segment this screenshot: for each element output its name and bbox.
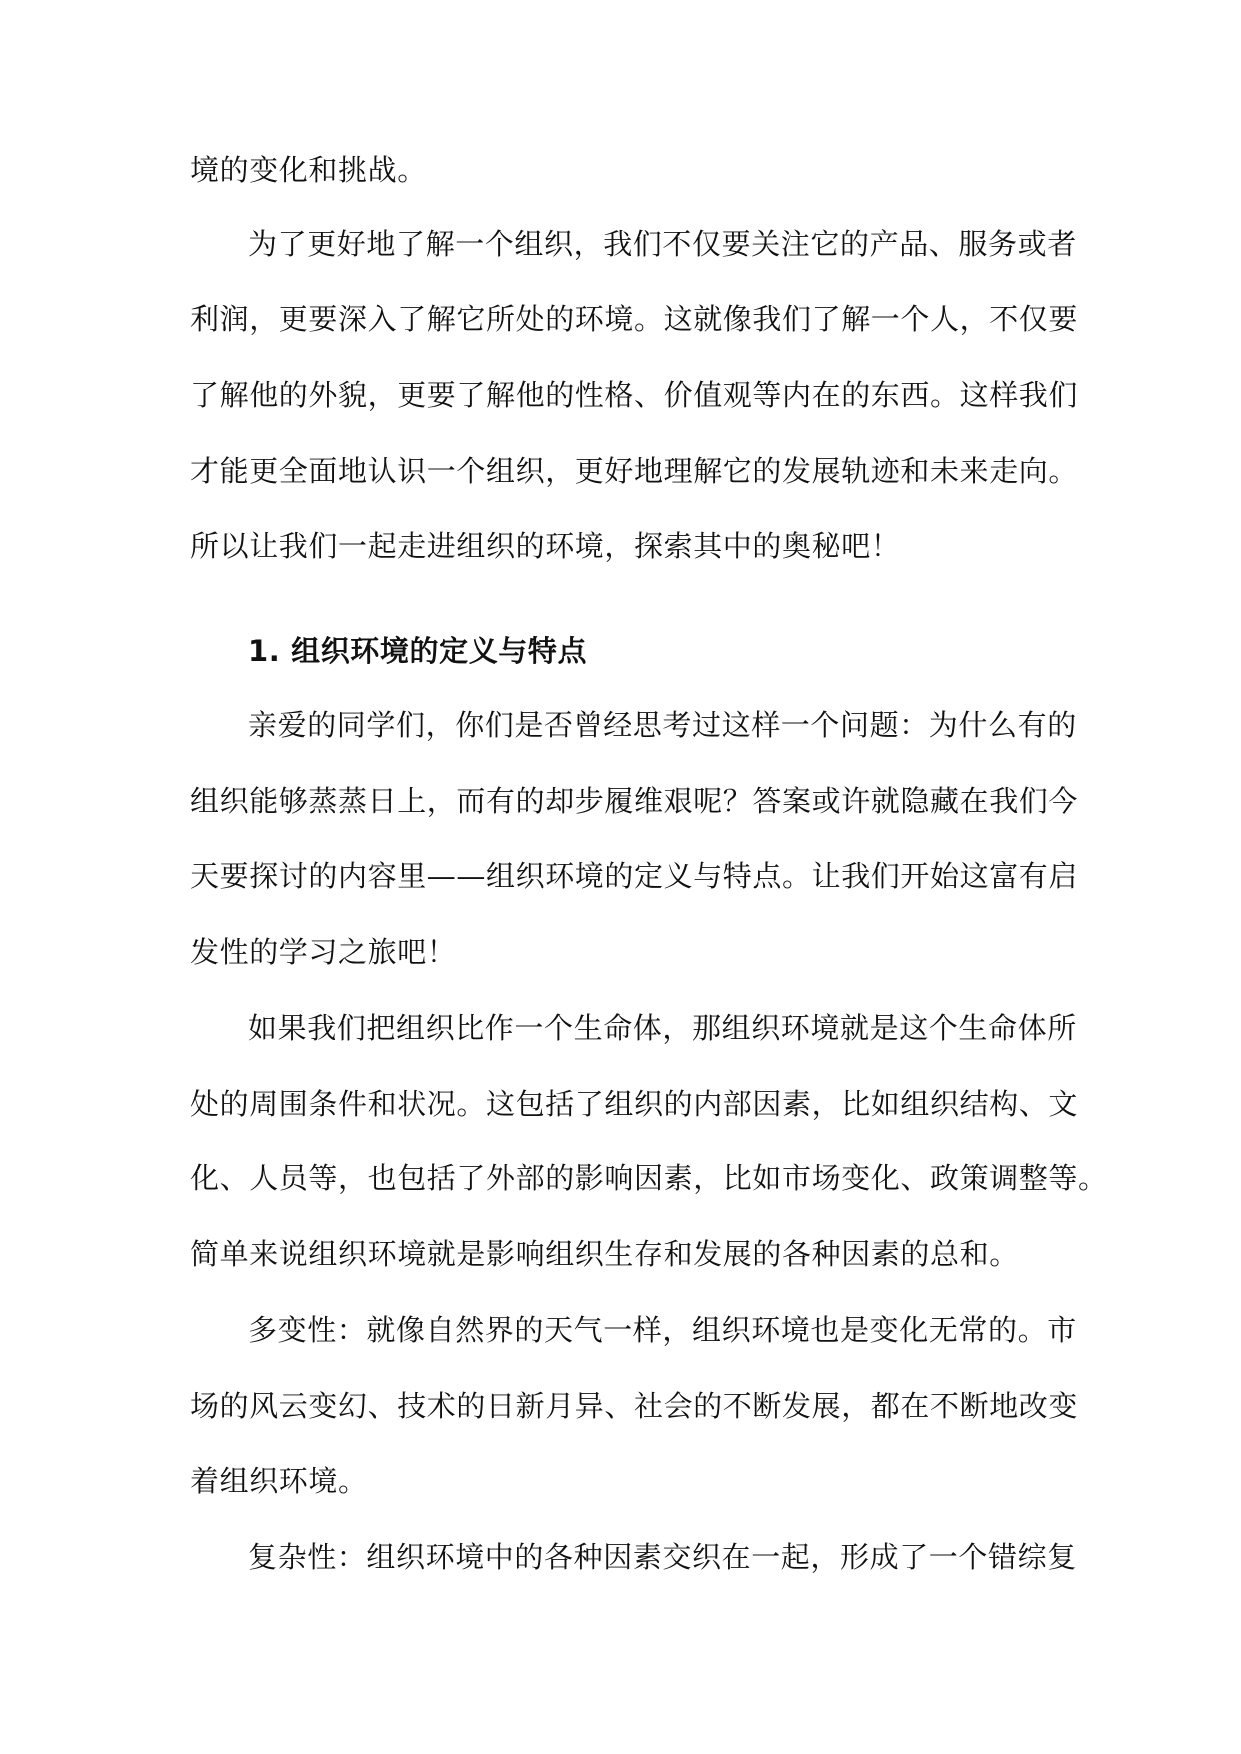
paragraph-line: 场的风云变幻、技术的日新月异、社会的不断发展，都在不断地改变 [190, 1389, 1079, 1423]
paragraph-line: 着组织环境。 [190, 1464, 368, 1498]
paragraph-line: 利润，更要深入了解它所处的环境。这就像我们了解一个人，不仅要 [190, 302, 1079, 336]
section-heading: 1. 组织环境的定义与特点 [248, 634, 588, 668]
paragraph-line: 简单来说组织环境就是影响组织生存和发展的各种因素的总和。 [190, 1237, 1019, 1271]
paragraph-line: 化、人员等，也包括了外部的影响因素，比如市场变化、政策调整等。 [190, 1161, 1108, 1195]
paragraph-line: 为了更好地了解一个组织，我们不仅要关注它的产品、服务或者 [248, 227, 1077, 261]
paragraph-line: 亲爱的同学们，你们是否曾经思考过这样一个问题：为什么有的 [248, 708, 1077, 742]
paragraph-line: 天要探讨的内容里——组织环境的定义与特点。让我们开始这富有启 [190, 859, 1079, 893]
paragraph-line: 才能更全面地认识一个组织，更好地理解它的发展轨迹和未来走向。 [190, 454, 1079, 488]
paragraph-line: 了解他的外貌，更要了解他的性格、价值观等内在的东西。这样我们 [190, 378, 1079, 412]
paragraph-line: 复杂性：组织环境中的各种因素交织在一起，形成了一个错综复 [248, 1540, 1077, 1574]
paragraph-line: 如果我们把组织比作一个生命体，那组织环境就是这个生命体所 [248, 1011, 1077, 1045]
paragraph-line: 境的变化和挑战。 [190, 153, 427, 187]
paragraph-line: 处的周围条件和状况。这包括了组织的内部因素，比如组织结构、文 [190, 1087, 1079, 1121]
paragraph-line: 多变性：就像自然界的天气一样，组织环境也是变化无常的。市 [248, 1313, 1077, 1347]
paragraph-line: 所以让我们一起走进组织的环境，探索其中的奥秘吧！ [190, 529, 901, 563]
paragraph-line: 组织能够蒸蒸日上，而有的却步履维艰呢？答案或许就隐藏在我们今 [190, 784, 1079, 818]
paragraph-line: 发性的学习之旅吧！ [190, 935, 457, 969]
